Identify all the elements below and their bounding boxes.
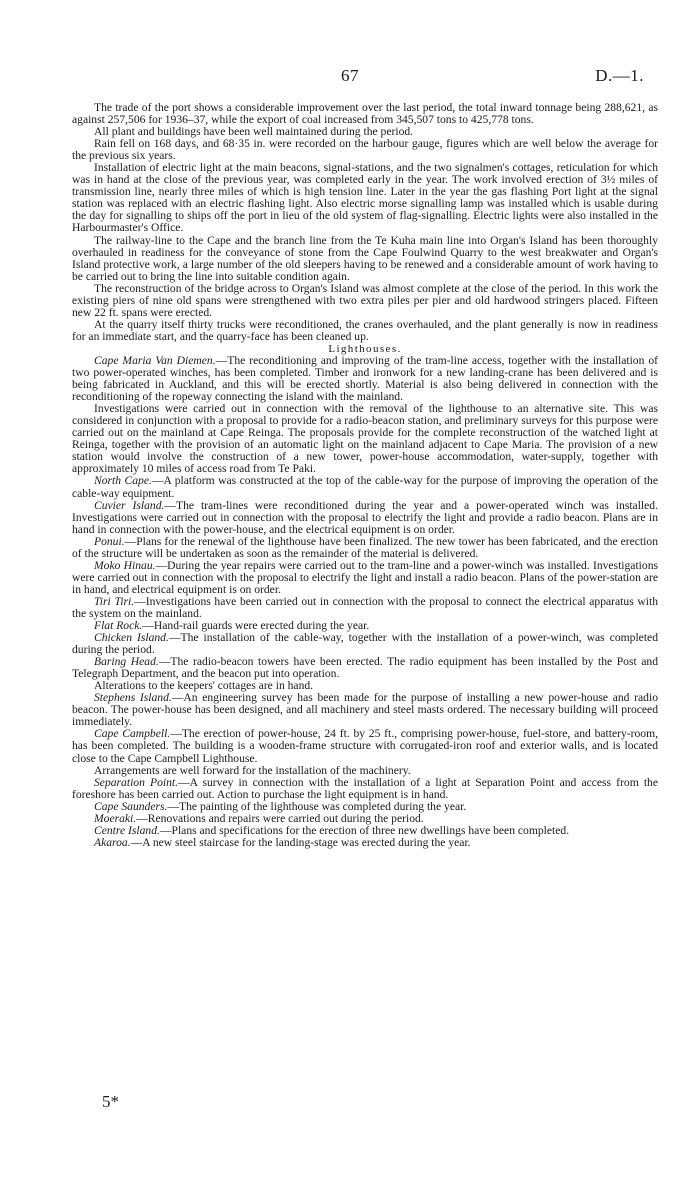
- lighthouse-text: —The installation of the cable-way, together with the installation of a power-winch, was completed during the period.: [72, 631, 658, 657]
- lighthouse-name: Chicken Island.: [94, 631, 169, 645]
- lighthouse-entry: [72, 355, 658, 403]
- paragraph: The reconstruction of the bridge across to Organ's Island was almost complete at the close of the period. In this work the existing piers of nine old spans were strengthened with two extra piles per pier and old hardwood stringers placed. Fifteen new 22 ft. spans were erected.: [72, 281, 658, 319]
- lighthouse-text: —A new steel staircase for the landing-stage was erected during the year.: [130, 835, 471, 849]
- paragraph: All plant and buildings have been well maintained during the period.: [94, 125, 414, 139]
- lighthouse-name: Akaroa.: [94, 835, 131, 849]
- lighthouse-text: Alterations to the keepers' cottages are in hand.: [94, 679, 314, 693]
- lighthouse-name: Stephens Island.: [94, 691, 172, 705]
- lighthouse-text: —Plans for the renewal of the lighthouse have been finalized. The new tower has been fabricated, and the erection of the structure will be undertaken as soon as the remainder of the material is delivered.: [72, 534, 658, 560]
- lighthouse-name: Flat Rock.: [94, 619, 143, 633]
- paragraph: Rain fell on 168 days, and 68·35 in. were recorded on the harbour gauge, figures which are well below the average for the previous six years.: [72, 137, 658, 163]
- lighthouse-text: —Investigations have been carried out in connection with the proposal to connect the electrical apparatus with the system on the mainland.: [72, 594, 659, 620]
- document-reference: D.—1.: [595, 66, 644, 85]
- lighthouse-name: North Cape.: [94, 474, 152, 488]
- paragraph: At the quarry itself thirty trucks were reconditioned, the cranes overhauled, and the plant generally is now in readiness for an immediate start, and the quarry-face has been cleaned up.: [72, 317, 658, 343]
- lighthouse-text: —The painting of the lighthouse was completed during the year.: [167, 799, 467, 813]
- lighthouse-name: Baring Head.: [94, 655, 159, 669]
- lighthouse-entry: [72, 837, 658, 849]
- lighthouse-text: —A platform was constructed at the top of the cable-way for the purpose of improving the operation of the cable-way equipment.: [72, 474, 658, 500]
- lighthouse-entry: [72, 632, 658, 656]
- lighthouse-entry: [72, 403, 658, 475]
- lighthouse-name: Moeraki.: [94, 811, 137, 825]
- lighthouse-name: Moko Hinau.: [94, 558, 156, 572]
- lighthouse-name: Cape Maria Van Diemen.: [94, 353, 216, 367]
- lighthouse-text: Arrangements are well forward for the installation of the machinery.: [94, 763, 411, 777]
- lighthouse-text: —The radio-beacon towers have been erected. The radio equipment has been installed by the Post and Telegraph Department, and the beacon put into operation.: [72, 655, 658, 681]
- lighthouse-text: —During the year repairs were carried out to the tram-line and a power-winch was installed. Investigations were carried out in connection with the proposal to electrify the light and install a radio beacon. Plans of the power-station are in hand, and electrical equipment is on order.: [72, 558, 658, 596]
- signature-mark: 5*: [102, 1092, 119, 1111]
- paragraph: The trade of the port shows a considerable improvement over the last period, the total inward tonnage being 288,621, as against 257,506 for 1936–37, while the export of coal increased from 345,507 tons to 425,778 tons.: [72, 101, 658, 127]
- lighthouse-text: —Renovations and repairs were carried out during the period.: [136, 811, 424, 825]
- lighthouses-section: [72, 355, 658, 849]
- lighthouse-name: Separation Point.: [94, 775, 179, 789]
- lighthouse-text: Investigations were carried out in connection with the removal of the lighthouse to an alternative site. This was considered in conjunction with a proposal to provide for a radio-beacon station, and preliminary surveys for this purpose were carried out on the mainland at Cape Reinga. The proposals provide for the complete reconstruction of the watched light at Reinga, together with the provision of an automatic light on the mainland adjacent to Cape Maria. The provision of a new station would involve the construction of a new tower, power-house accommodation, water-supply, together with approximately 10 miles of access road from Te Paki.: [72, 402, 658, 476]
- lighthouse-entry: [72, 596, 658, 620]
- lighthouses-heading: Lighthouses.: [328, 342, 402, 355]
- lighthouse-text: —Hand-rail guards were erected during the year.: [142, 619, 370, 633]
- lighthouse-name: Tiri Tiri.: [94, 594, 135, 608]
- lighthouse-text: —The erection of power-house, 24 ft. by 25 ft., comprising power-house, fuel-store, and battery-room, has been completed. The building is a wooden-frame structure with corrugated-iron roof and exterior walls, and is located close to the Cape Campbell Lighthouse.: [72, 727, 658, 765]
- paragraph: Installation of electric light at the main beacons, signal-stations, and the two signalmen's cottages, reticulation for which was in hand at the close of the previous year, was completed early in the year. The work involved erection of 3½ miles of transmission line, nearly three miles of which is high tension line. Later in the year the gas flashing Port light at the signal station was replaced with an electric flashing light. Also electric morse signalling lamp was installed which is usable during the day for signalling to ships off the port in lieu of the old system of flag-signalling. Electric lights were also installed in the Harbourmaster's Office.: [72, 161, 658, 235]
- lighthouse-text: —The reconditioning and improving of the tram-line access, together with the installation of two power-operated winches, has been completed. Timber and ironwork for a new landing-crane has been delivered and is being fabricated in Auckland, and this will be erected shortly. Material is also being delivered in connection with the reconditioning of the ropeway connecting the island with the mainland.: [72, 353, 658, 404]
- paragraph: The railway-line to the Cape and the branch line from the Te Kuha main line into Organ's Island has been thoroughly overhauled in readiness for the conveyance of stone from the Cape Foulwind Quarry to the west breakwater and Organ's Island protective work, a large number of the old sleepers having to be renewed and a considerable amount of work having to be carried out to bring the line into suitable condition again.: [72, 233, 658, 283]
- lighthouse-entry: [72, 500, 658, 536]
- document-body: [72, 102, 658, 849]
- lighthouse-name: Centre Island.: [94, 823, 160, 837]
- lighthouse-entry: [72, 536, 658, 560]
- lighthouse-text: —Plans and specifications for the erection of three new dwellings have been completed.: [159, 823, 570, 837]
- lighthouse-entry: [72, 475, 658, 499]
- lighthouse-entry: [72, 560, 658, 596]
- lighthouse-name: Cuvier Island.: [94, 498, 165, 512]
- port-section: [72, 102, 658, 343]
- lighthouse-name: Ponui.: [94, 534, 125, 548]
- lighthouse-name: Cape Saunders.: [94, 799, 168, 813]
- lighthouse-text: —An engineering survey has been made for the purpose of installing a new power-house and radio beacon. The power-house has been designed, and all machinery and steel masts ordered. The necessary building will proceed immediately.: [72, 691, 658, 729]
- lighthouse-name: Cape Campbell.: [94, 727, 171, 741]
- lighthouse-entry: [72, 692, 658, 728]
- page-number: 67: [341, 66, 359, 85]
- lighthouse-text: —The tram-lines were reconditioned during the year and a power-operated winch was installed. Investigations were carried out in connection with the proposal to electrify the light and provide a radio beacon. Plans are in hand in connection with the power-house, and the electrical equipment is on order.: [72, 498, 658, 536]
- lighthouse-text: —A survey in connection with the installation of a light at Separation Point and access from the foreshore has been carried out. Action to purchase the light equipment is in hand.: [72, 775, 659, 801]
- lighthouse-entry: [72, 728, 658, 764]
- lighthouse-entry: [72, 656, 658, 680]
- lighthouse-entry: [72, 777, 658, 801]
